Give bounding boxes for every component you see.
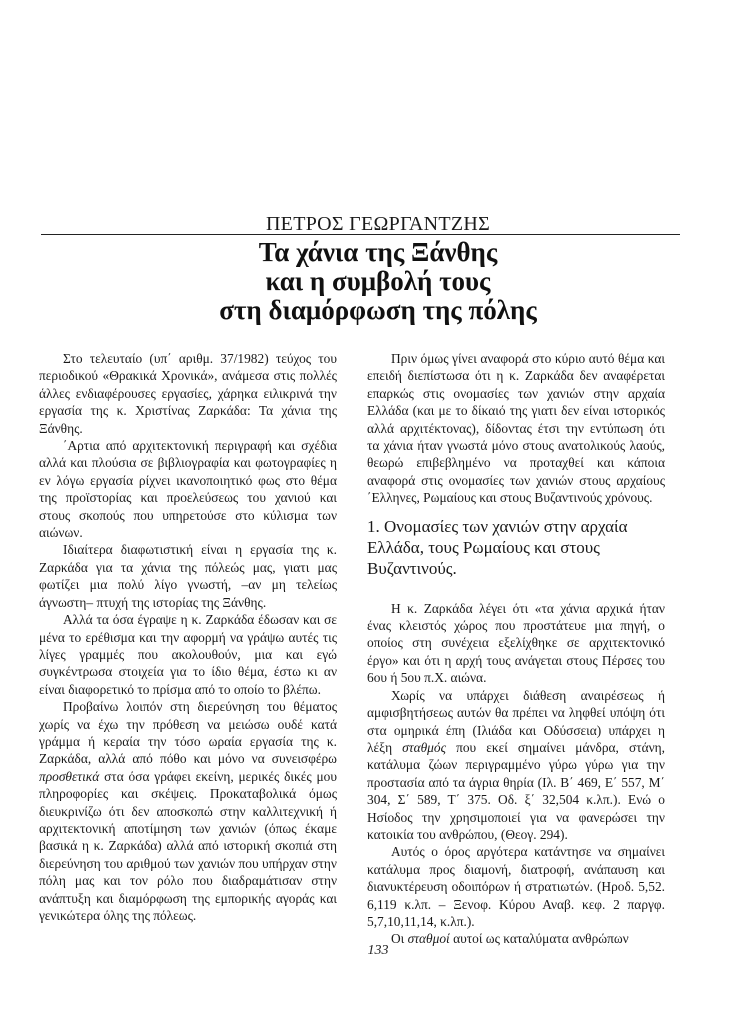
paragraph: Στο τελευταίο (υπ΄ αριθμ. 37/1982) τεύχος του περιοδικού «Θρακικά Χρονικά», ανάμεσα στις πολλές άλλες ενδιαφέρουσες εργασίες, χάρηκα ειλικρινά την εργασία της κ. Χριστίνας Ζαρκάδα: Τα χάνια της Ξάνθης. [39, 351, 337, 436]
paragraph: Αλλά τα όσα έγραψε η κ. Ζαρκάδα έδωσαν και σε μένα το ερέθισμα και την αφορμή να γράψω αυτές τις λίγες γραμμές που ακολουθούν, μια και εγώ συγκέντρωσα στοιχεία για το ίδιο θέμα, έστω κι αν είναι διαφορετικό το πρίσμα από το οποίο το βλέπω. [39, 612, 337, 697]
text-run: Χωρίς να υπάρχει διάθεση αναιρέσεως ή αμφισβητήσεως αυτών θα πρέπει να ληφθεί υπόψη ότι στα ομηρικά έπη (Ιλιάδα και Οδύσσεια) υπάρχει η λέξη [367, 687, 665, 755]
right-column [367, 350, 665, 948]
title-line-1: Τα χάνια της Ξάνθης [258, 237, 498, 267]
article-title [0, 238, 756, 325]
emphasis: σταθμός [402, 739, 447, 755]
title-line-2: και η συμβολή τους [265, 266, 491, 296]
text-run: αυτοί ως καταλύματα ανθρώπων [449, 931, 629, 947]
title-line-3: στη διαμόρφωση της πόλης [219, 295, 537, 325]
paragraph: ΄Αρτια από αρχιτεκτονική περιγραφή και σχέδια αλλά και πλούσια σε βιβλιογραφία και φωτογραφίες η εν λόγω εργασία ρίχνει ικανοποιητικό φως στο θέμα της προϊστορίας και προελεύσεως του χανιού και στους σκοπούς που υπηρετούσε στο κύλισμα των αιώνων. [39, 438, 337, 541]
page-number: 133 [367, 943, 389, 958]
paragraph: Η κ. Ζαρκάδα λέγει ότι «τα χάνια αρχικά ήταν ένας κλειστός χώρος που προστάτευε μια πηγή, ο οποίος στη συνέχεια εξελίχθηκε σε αρχιτεκτονικό έργο» και ότι η αρχή τους ανάγεται στους Πέρσες του 6ου ή 5ου π.Χ. αιώνα. [367, 600, 665, 686]
header-rule [41, 234, 680, 235]
paragraph: Ιδιαίτερα διαφωτιστική είναι η εργασία της κ. Ζαρκάδα για τα χάνια της πόλεώς μας, γιατι μας φωτίζει μια πολύ λίγο γνωστή, –αν μη τελείως άγνωστη– πτυχή της ιστορίας της Ξάνθης. [39, 542, 337, 610]
text-run: Οι [391, 931, 408, 947]
text-run: Προβαίνω λοιπόν στη διερεύνηση του θέματος χωρίς να έχω την πρόθεση να μειώσω ουδέ κατά γράμμα ή κεραία την τόσο ωραία εργασία της κ. Ζαρκάδα, αλλά από πόθο και μόνο να συνεισφέρω [39, 699, 337, 767]
paragraph: Αυτός ο όρος αργότερα κατάντησε να σημαίνει κατάλυμα προς διαμονή, διατροφή, ανάπαυση και διανυκτέρευση οδοιπόρων ή στρατιωτών. (Ηροδ. 5,52. 6,119 κ.λπ. – Ξενοφ. Κύρου Αναβ. κεφ. 2 παργφ. 5,7,10,11,14, κ.λπ.). [367, 844, 665, 929]
paragraph [367, 687, 665, 844]
emphasis: προσθετικά [39, 768, 100, 784]
paragraph [39, 698, 337, 924]
text-run: στα όσα γράφει εκείνη, μερικές δικές μου πληροφορίες και σκέψεις. Προκαταβολικά όμως διευκρινίζω ότι δεν αποσκοπώ στην καλλιτεχνική ή αρχιτεκτονική αποτίμηση των χανιών (όπως έκαμε βασικά η κ. Ζαρκάδα) αλλά από ιστορική σκοπιά στη διερεύνηση του αριθμού των χανιών που υπήρχαν στην πόλη μας και τον ρόλο που διαδραμάτισαν στην ανάπτυξη και διαμόρφωση της εμπορικής αγοράς και γενικώτερα όλης της πόλεως. [39, 768, 337, 923]
left-column [39, 350, 337, 924]
emphasis: σταθμοί [407, 931, 450, 947]
paragraph: Πριν όμως γίνει αναφορά στο κύριο αυτό θέμα και επειδή διεπίστωσα ότι η κ. Ζαρκάδα δεν αναφέρεται επαρκώς στις ονομασίες των χανιών στην αρχαία Ελλάδα (και με το δίκαιό της γιατι δεν είναι ιστορικός αλλά αρχιτέκτονας), δίδοντας έτσι την εντύπωση ότι τα χάνια ήταν γνωστά μόνο στους ανατολικούς λαούς, θεωρώ επιβεβλημένο να προταχθεί και κάποια αναφορά στις ονομασίες των χανιών στους αρχαίους ΄Ελληνες, Ρωμαίους και στους Βυζαντινούς χρόνους. [367, 351, 665, 506]
text-run: που εκεί σημαίνει μάνδρα, στάνη, κατάλυμα ζώων περιγραμμένο γύρω γύρω για την προστασία από τα άγρια θηρία (Ιλ. Β΄ 469, Ε΄ 557, Μ΄ 304, Σ΄ 589, Τ΄ 375. Οδ. ξ΄ 32,504 κ.λπ.). Ενώ ο Ησίοδος την χρησιμοποιεί για να φανερώσει την κατοικία του ανθρώπου, (Θεογ. 294). [367, 739, 665, 842]
section-heading: 1. Ονομασίες των χανιών στην αρχαία Ελλάδα, τους Ρωμαίους και στους Βυζαντινούς. [367, 516, 628, 578]
article-author: ΠΕΤΡΟΣ ΓΕΩΡΓΑΝΤΖΗΣ [265, 213, 491, 235]
